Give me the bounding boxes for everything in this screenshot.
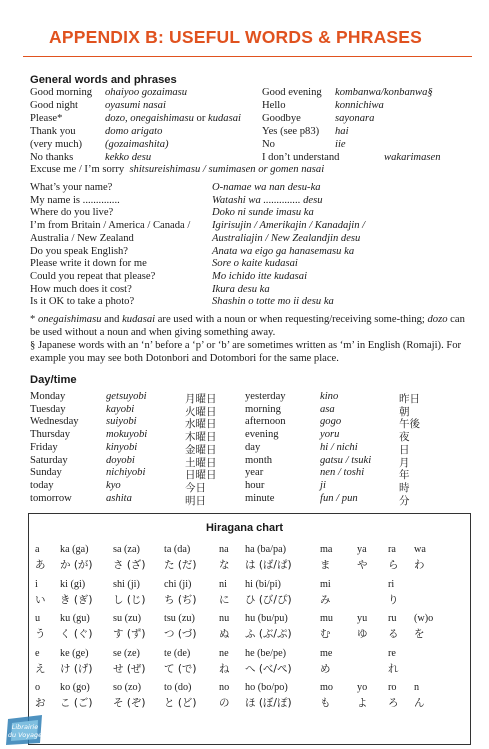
day-jp: kayobi (106, 403, 135, 415)
time-kanji: 午後 (399, 418, 420, 431)
phrase-en: No (262, 139, 275, 150)
phrase-jp (105, 87, 187, 100)
time-jp: gogo (320, 416, 342, 428)
day-en: Thursday (30, 429, 71, 441)
kana-glyph: ろ (388, 697, 399, 709)
kana-romaji: wa (414, 544, 426, 555)
kana-romaji: tsu (zu) (164, 613, 195, 624)
phrase-jp-main: domo arigato (105, 126, 163, 137)
kana-romaji: yu (357, 613, 368, 624)
day-en: Friday (30, 441, 58, 453)
day-jp: getsuyobi (106, 391, 147, 402)
phrase-jp (105, 139, 169, 152)
kana-glyph: ぬ (219, 628, 230, 640)
time-jp: kino (320, 391, 339, 402)
kana-romaji: su (zu) (113, 613, 142, 624)
daytime-heading: Day/time (30, 374, 77, 386)
kana-glyph: は (ば/ぱ) (245, 559, 292, 571)
kana-romaji: se (ze) (113, 647, 140, 659)
kana-glyph: て (で) (164, 662, 197, 675)
kana-glyph: を (414, 628, 425, 640)
phrase-jp: wakarimasen (384, 152, 441, 163)
time-en: day (245, 441, 261, 453)
day-kanji: 金曜日 (185, 443, 217, 456)
time-jp: nen / toshi (320, 467, 365, 479)
kana-romaji: so (zo) (113, 682, 142, 693)
day-en: Sunday (30, 467, 62, 479)
kana-glyph: お (35, 697, 46, 709)
phrase-en: Good evening (262, 87, 322, 98)
time-kanji: 日 (399, 443, 410, 456)
day-kanji: 火曜日 (185, 405, 217, 418)
phrase-jp-main: kekko desu (105, 152, 152, 163)
question-en: Where do you live? (30, 207, 114, 219)
kana-glyph: ま (320, 559, 331, 571)
kana-glyph: や (357, 559, 368, 571)
kana-glyph: え (35, 662, 46, 675)
question-en: How much does it cost? (30, 283, 132, 295)
kana-glyph: く (ぐ) (60, 628, 93, 640)
kana-glyph: そ (ぞ) (113, 697, 146, 709)
kana-glyph: ね (219, 662, 230, 675)
note-section: § Japanese words with an ‘n’ before a ‘p’ or ‘b’ are sometimes written as ‘m’ in English (Romaji). For example you may see both Dotonbori and Dotombori for the same place. (30, 340, 462, 364)
time-kanji: 年 (399, 469, 410, 482)
kana-glyph: さ (ざ) (113, 559, 146, 571)
day-jp: nichiyobi (106, 467, 146, 479)
day-jp: ashita (106, 492, 132, 504)
kana-romaji: to (do) (164, 682, 192, 693)
kana-romaji: ha (ba/pa) (245, 544, 287, 555)
question-en: Australia / New Zealand (30, 232, 134, 244)
day-kanji: 今日 (185, 481, 206, 494)
kana-romaji: ke (ge) (60, 647, 89, 659)
day-jp: mokuyobi (106, 429, 148, 441)
kana-glyph: も (320, 697, 331, 709)
day-en: today (30, 479, 54, 491)
question-en: Is it OK to take a photo? (30, 296, 135, 308)
phrase-en: Excuse me / I’m sorry (30, 164, 125, 175)
logo-text-2: du Voyage (7, 731, 43, 739)
phrase-jp-main: oyasumi nasai (105, 100, 166, 111)
kana-romaji: ho (bo/po) (245, 682, 288, 693)
question-jp: Watashi wa .............. desu (212, 194, 323, 206)
question-jp: Ikura desu ka (212, 283, 270, 295)
day-en: Tuesday (30, 403, 66, 415)
kana-glyph: ひ (び/ぴ) (245, 593, 292, 606)
day-kanji: 木曜日 (185, 431, 217, 444)
kana-romaji: shi (ji) (113, 578, 140, 590)
phrase-jp: iie (335, 139, 346, 150)
kana-romaji: he (be/pe) (245, 647, 287, 659)
kana-romaji: ya (357, 544, 367, 555)
kana-romaji: ki (gi) (60, 578, 86, 590)
phrase-jp (105, 126, 162, 139)
question-en: Could you repeat that please? (30, 270, 156, 282)
hiragana-heading: Hiragana chart (205, 522, 284, 534)
phrase-jp: kombanwa/konbanwa§ (335, 87, 433, 98)
phrase-jp: hai (335, 126, 349, 137)
question-jp: Doko ni sunde imasu ka (212, 207, 314, 219)
question-jp: Australiajin / New Zealandjin desu (212, 232, 361, 244)
kana-romaji: ra (388, 544, 396, 555)
publisher-logo (2, 713, 48, 747)
phrase-jp: sayonara (335, 113, 375, 124)
kana-romaji: hu (bu/pu) (245, 613, 288, 624)
phrase-en: Thank you (30, 126, 76, 137)
kana-glyph: つ (づ) (164, 628, 197, 640)
time-jp: yoru (320, 429, 340, 441)
kana-glyph: に (219, 593, 230, 606)
day-jp: kyo (106, 479, 121, 491)
kana-romaji: ku (gu) (60, 613, 90, 624)
question-jp: Shashin o totte mo ii desu ka (212, 296, 334, 308)
kana-romaji: re (388, 647, 396, 659)
kana-romaji: n (414, 682, 420, 693)
day-kanji: 月曜日 (185, 393, 217, 405)
kana-glyph: よ (357, 697, 368, 709)
phrase-en: (very much) (30, 139, 83, 150)
kana-glyph: ら (388, 559, 399, 571)
phrase-en: No thanks (30, 152, 74, 163)
time-jp: gatsu / tsuki (320, 454, 372, 466)
kana-glyph: う (35, 628, 46, 640)
kana-romaji: me (320, 647, 333, 659)
kana-romaji: e (35, 647, 40, 659)
kana-romaji: ma (320, 544, 333, 555)
question-en: My name is .............. (30, 194, 120, 206)
day-kanji: 日曜日 (185, 469, 217, 482)
time-en: year (245, 467, 264, 479)
kana-glyph: み (320, 593, 331, 606)
phrase-en: Hello (262, 100, 286, 111)
kana-glyph: ふ (ぶ/ぷ) (245, 628, 292, 640)
time-en: month (245, 454, 273, 466)
question-jp: Mo ichido itte kudasai (212, 270, 308, 282)
phrase-en: I don’t understand (262, 152, 340, 163)
time-kanji: 朝 (399, 405, 410, 418)
kana-glyph: あ (35, 559, 46, 571)
time-en: evening (245, 429, 279, 441)
kana-romaji: hi (bi/pi) (245, 578, 281, 590)
day-en: tomorrow (30, 492, 72, 504)
day-kanji: 土曜日 (185, 456, 217, 469)
kana-glyph: せ (ぜ) (113, 662, 146, 675)
time-jp: hi / nichi (320, 441, 358, 453)
day-en: Wednesday (30, 416, 79, 428)
kana-romaji: a (35, 544, 40, 555)
kana-romaji: te (de) (164, 647, 191, 659)
day-en: Monday (30, 391, 66, 402)
day-kanji: 水曜日 (185, 418, 217, 431)
day-jp: doyobi (106, 454, 135, 466)
question-en: Please write it down for me (30, 258, 147, 270)
question-jp: Sore o kaite kudasai (212, 258, 298, 270)
phrase-jp: konnichiwa (335, 100, 384, 111)
kana-romaji: ro (388, 682, 397, 693)
question-jp: Igirisujin / Amerikajin / Kanadajin / (212, 220, 366, 232)
phrase-jp (105, 152, 151, 165)
phrase-jp (105, 113, 241, 126)
phrase-jp-alt: kudasai (208, 113, 241, 124)
kana-romaji: ka (ga) (60, 544, 89, 555)
kana-glyph: ん (414, 697, 425, 709)
time-en: minute (245, 492, 275, 504)
time-en: yesterday (245, 391, 286, 402)
kana-glyph: へ (べ/ぺ) (245, 662, 292, 675)
kana-glyph: す (ず) (113, 628, 146, 640)
question-jp: Anata wa eigo ga hanasemasu ka (212, 245, 355, 257)
kana-glyph: ほ (ぼ/ぽ) (245, 697, 292, 709)
phrase-en: Good night (30, 100, 78, 111)
kana-romaji: mi (320, 578, 331, 590)
logo-text-1: Librairie (11, 723, 39, 731)
kana-glyph: ゆ (357, 628, 368, 640)
phrase-en: Good morning (30, 87, 93, 98)
kana-romaji: ri (388, 578, 395, 590)
time-kanji: 昨日 (399, 393, 420, 405)
phrase-jp-main: (gozaimashita) (105, 139, 169, 150)
time-en: afternoon (245, 416, 286, 428)
question-en: Do you speak English? (30, 245, 128, 257)
kana-glyph: と (ど) (164, 697, 197, 709)
kana-glyph: む (320, 628, 331, 640)
kana-romaji: chi (ji) (164, 578, 192, 590)
phrase-jp: shitsureishimasu / sumimasen or gomen nasai (129, 164, 325, 175)
kana-romaji: o (35, 682, 41, 693)
time-kanji: 月 (399, 456, 410, 469)
kana-glyph: な (219, 559, 230, 571)
kana-romaji: ni (219, 578, 227, 590)
kana-glyph: こ (ご) (60, 697, 93, 709)
kana-glyph: れ (388, 662, 399, 675)
kana-romaji: i (35, 578, 38, 590)
time-jp: asa (320, 403, 335, 415)
day-jp: kinyobi (106, 441, 138, 453)
kana-romaji: (w)o (414, 613, 434, 624)
phrase-en: Yes (see p83) (262, 126, 320, 137)
kana-glyph: た (だ) (164, 559, 197, 571)
phrase-or: or (193, 113, 208, 124)
kana-romaji: mu (320, 613, 334, 624)
day-en: Saturday (30, 454, 68, 466)
time-kanji: 夜 (399, 431, 410, 444)
day-jp: suiyobi (106, 416, 137, 428)
time-jp: fun / pun (320, 492, 358, 504)
phrase-jp-main: ohaiyoo gozaimasu (105, 87, 188, 98)
kana-glyph: き (ぎ) (60, 593, 93, 606)
kana-romaji: na (219, 544, 229, 555)
general-heading: General words and phrases (30, 74, 177, 86)
kana-romaji: u (35, 613, 41, 624)
kana-glyph: ち (ぢ) (164, 593, 197, 606)
kana-romaji: yo (357, 682, 368, 693)
phrase-row-sorry (30, 164, 324, 177)
kana-glyph: の (219, 697, 230, 709)
day-kanji: 明日 (185, 494, 206, 507)
question-jp: O-namae wa nan desu-ka (212, 182, 321, 193)
kana-glyph: い (35, 593, 46, 606)
time-en: hour (245, 479, 265, 491)
kana-romaji: sa (za) (113, 544, 140, 555)
note-asterisk: * onegaishimasu and kudasai are used with a noun or when requesting/receiving some-thing; dozo can be used without a noun and when giving something away. (30, 314, 465, 338)
time-kanji: 時 (399, 481, 410, 494)
kana-romaji: ko (go) (60, 682, 90, 693)
kana-glyph: け (げ) (60, 662, 93, 675)
phrase-jp-main: dozo, onegaishimasu (105, 113, 194, 124)
kana-glyph: り (388, 593, 399, 606)
kana-romaji: ta (da) (164, 544, 191, 555)
kana-romaji: ne (219, 647, 229, 659)
title-rule (23, 56, 472, 57)
question-en: I’m from Britain / America / Canada / (30, 220, 191, 232)
phrase-jp (105, 100, 166, 113)
kana-glyph: め (320, 662, 331, 675)
phrase-en: Goodbye (262, 113, 301, 124)
page-title: APPENDIX B: USEFUL WORDS & PHRASES (49, 27, 423, 47)
kana-romaji: nu (219, 613, 230, 624)
kana-glyph: わ (414, 559, 425, 571)
time-en: morning (245, 403, 281, 415)
time-kanji: 分 (399, 494, 410, 507)
time-jp: ji (320, 479, 326, 491)
kana-romaji: mo (320, 682, 334, 693)
phrase-en: Please* (30, 113, 63, 124)
kana-romaji: no (219, 682, 230, 693)
kana-glyph: か (が) (60, 559, 93, 571)
kana-glyph: る (388, 628, 399, 640)
kana-glyph: し (じ) (113, 593, 146, 606)
question-en: What’s your name? (30, 182, 113, 193)
kana-romaji: ru (388, 613, 397, 624)
